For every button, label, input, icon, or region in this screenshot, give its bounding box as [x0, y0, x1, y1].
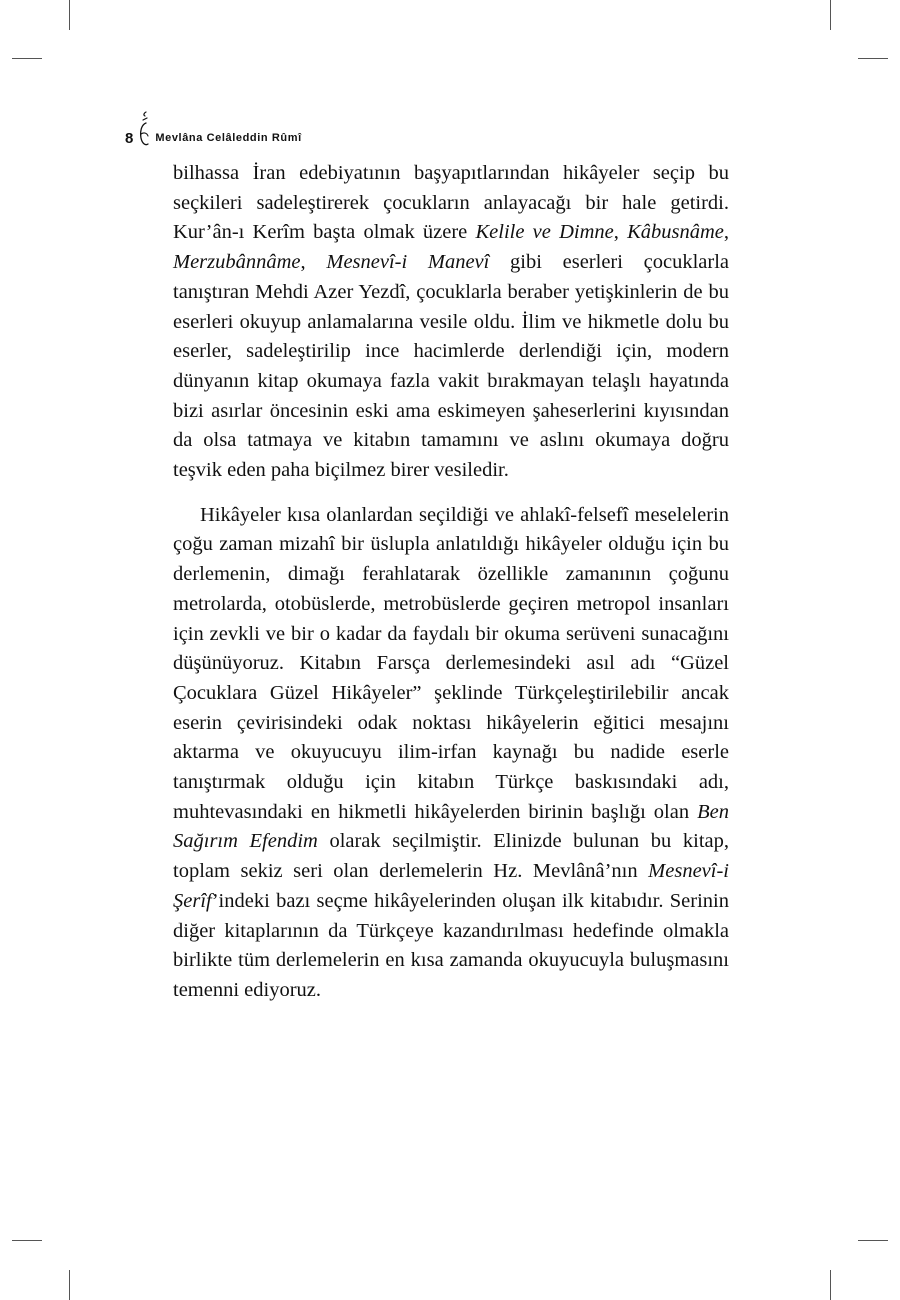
book-title-italic: Kelile ve Dimne	[475, 221, 614, 244]
crop-mark-bottom-right	[858, 1240, 888, 1241]
text-run: gibi eserleri çocuklarla tanıştıran Mehdi Azer Yezdî, çocuklarla beraber yetişkinlerin de bu eserleri okuyup anlamalarına vesile oldu. İlim ve hikmetle dolu bu eserler, sadeleştirilip ince hacimlerde derlendiği için, modern dünyanın kitap okumaya fazla vakit bırakmayan telaşlı hayatında bizi asırlar öncesinin eski ama eskimeyen şaheserlerini kıyısından da olsa tatmaya ve kitabın tamamını ve aslını okumaya doğru teşvik eden paha biçilmez birer vesiledir.	[173, 251, 730, 482]
paragraph	[173, 501, 729, 1006]
paragraph	[173, 159, 729, 486]
book-title-italic: Kâbusnâme	[627, 221, 724, 244]
book-title-italic: Mesnevî-i Manevî	[326, 251, 490, 274]
calligraphy-ornament-icon	[137, 110, 151, 148]
crop-mark-bottom-left	[12, 1240, 42, 1241]
book-title-italic: Ben Sağırım Efendim	[173, 800, 729, 853]
text-run: ’indeki bazı seçme hikâyelerinden oluşan ilk kitabıdır. Serinin diğer kitaplarının da Türkçeye kazandırılması hedefinde olmakla birlikte tüm derlemelerin en kısa zamanda okuyucuyla buluşmasını temenni ediyoruz.	[173, 889, 729, 1001]
text-run: bilhassa İran edebiyatının başyapıtlarından hikâyeler seçip bu seçkileri sadeleştirerek çocukların anlayacağı bir hale getirdi. Kur’ân-ı Kerîm başta olmak üzere	[173, 162, 729, 244]
text-run: ,	[300, 251, 327, 274]
crop-mark-bottom-left	[69, 1270, 70, 1300]
text-run: Hikâyeler kısa olanlardan seçildiği ve ahlakî-felsefî meselelerin çoğu zaman mizahî bir üslupla anlatıldığı hikâyeler olduğu için bu derlemenin, dimağı ferahlatarak özellikle zamanının çoğunu metrolarda, otobüslerde, metrobüslerde geçiren metropol insanları için zevkli ve bir o kadar da faydalı bir okuma serüveni sunacağını düşünüyoruz. Kitabın Farsça derlemesindeki asıl adı “Güzel Çocuklara Güzel Hikâyeler” şeklinde Türkçeleştirilebilir ancak eserin çevirisindeki odak noktası hikâyelerin eğitici mesajını aktarma ve okuyucuyu ilim-irfan kaynağı bu nadide eserle tanıştırmak olduğu için kitabın Türkçe baskısındaki adı, muhtevasındaki en hikmetli hikâyelerden birinin başlığı olan	[173, 503, 729, 823]
book-title-italic: Merzubânnâme	[173, 251, 301, 274]
text-run: olarak seçilmiştir. Elinizde bulunan bu kitap, toplam sekiz seri olan derlemelerin Hz. Mevlânâ’nın	[173, 830, 729, 883]
crop-mark-top-right	[830, 0, 831, 30]
crop-mark-bottom-right	[830, 1270, 831, 1300]
page-number: 8	[125, 130, 134, 147]
crop-mark-top-right	[858, 58, 888, 59]
crop-mark-top-left	[12, 58, 42, 59]
text-run: ,	[723, 221, 730, 244]
book-title-header: Mevlâna Celâleddin Rûmî	[155, 132, 302, 144]
book-title-italic: Mesnevî-i Şerîf	[173, 860, 729, 912]
text-run: ,	[613, 221, 628, 244]
body-text	[173, 159, 729, 1006]
running-head	[125, 108, 302, 148]
crop-mark-top-left	[69, 0, 70, 30]
